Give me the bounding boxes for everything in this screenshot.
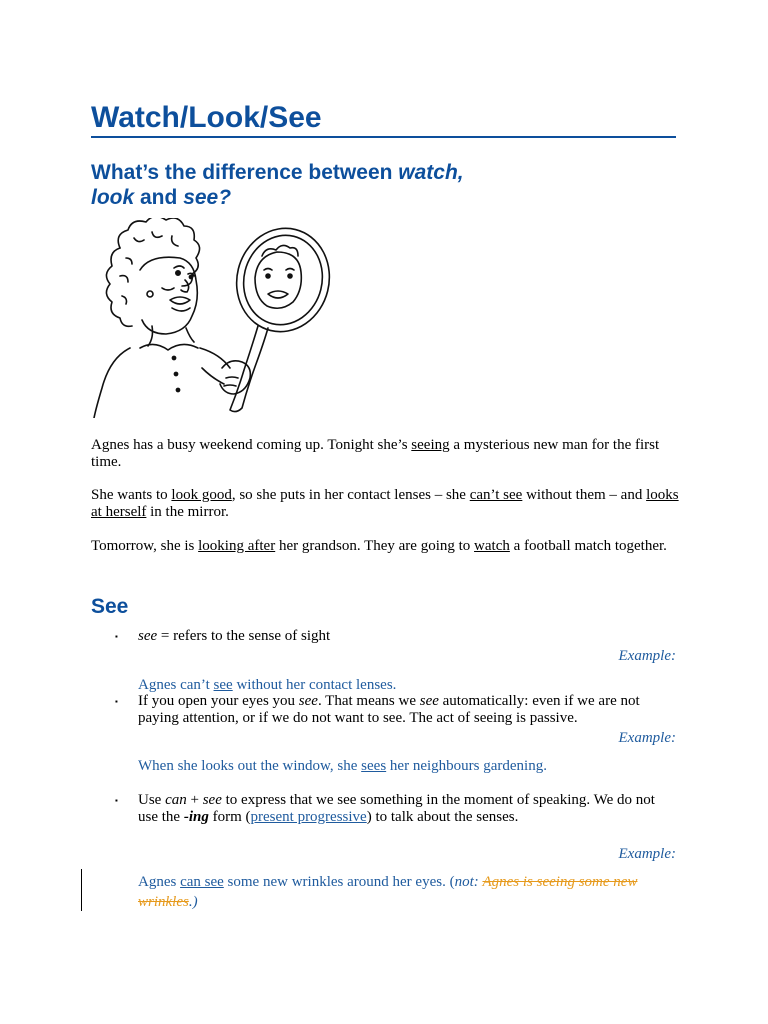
underlined-word: seeing (411, 437, 450, 453)
text: , so she puts in her contact lenses – she (231, 487, 470, 503)
italic-word: see (138, 628, 158, 644)
bullet-icon: ▪ (115, 632, 118, 641)
underlined-word: looking after (198, 538, 276, 554)
change-bar (81, 869, 82, 911)
italic-word: see (202, 792, 222, 808)
example-1 (138, 675, 678, 695)
text: Agnes has a busy weekend coming up. Tonight she’s (91, 437, 412, 453)
text: When she looks out the window, she (138, 758, 362, 774)
underlined-word: can’t see (469, 487, 523, 503)
subtitle-look: look (91, 186, 135, 209)
example-label-1: Example: (618, 648, 676, 664)
text: .) (188, 894, 198, 910)
subtitle-text: What’s the difference between (91, 161, 399, 184)
example-label-2: Example: (618, 730, 676, 746)
text: some new wrinkles around her eyes. ( (223, 874, 455, 890)
text: without them – and (522, 487, 647, 503)
bullet-icon: ▪ (115, 697, 118, 706)
text: her neighbours gardening. (386, 758, 547, 774)
underlined-word: see (213, 677, 233, 693)
italic-word: see (419, 693, 439, 709)
text: without her contact lenses. (232, 677, 397, 693)
intro-paragraph-1 (91, 437, 681, 471)
not-label: not: (454, 874, 479, 890)
italic-word: -ing (183, 809, 209, 825)
italic-word: can (165, 792, 187, 808)
subtitle-see: see? (183, 186, 232, 209)
bullet-3-text (138, 792, 678, 826)
example-3 (138, 872, 678, 912)
example-2 (138, 756, 678, 776)
text: ) to talk about the senses. (366, 809, 519, 825)
text: She wants to (91, 487, 172, 503)
text: + (186, 792, 203, 808)
intro-paragraph-2 (91, 487, 681, 521)
present-progressive-link[interactable]: present progressive (250, 809, 367, 825)
underlined-word: watch (474, 538, 510, 554)
underlined-word: look good (171, 487, 232, 503)
underlined-word: looks at herself (91, 487, 679, 520)
text: a football match together. (509, 538, 667, 554)
italic-word: see (298, 693, 318, 709)
underlined-word: can see (180, 874, 224, 890)
woman-mirror-illustration (90, 218, 340, 418)
subtitle-and: and (134, 186, 184, 209)
text: If you open your eyes you (138, 693, 299, 709)
text: to express that we see something in the moment of speaking. We do not use the (138, 792, 655, 825)
bullet-1-text (138, 628, 678, 645)
bullet-2-text (138, 693, 678, 727)
text: = refers to the sense of sight (157, 628, 331, 644)
text: automatically: even if we are not paying attention, or if we do not want to see. The act of seeing is passive. (138, 693, 640, 726)
struck-example: Agnes is seeing some new wrinkles (138, 874, 638, 910)
page-title: Watch/Look/See (91, 100, 676, 138)
text: Agnes (138, 874, 181, 890)
text: Tomorrow, she is (91, 538, 199, 554)
subtitle-watch: watch, (398, 161, 464, 184)
intro-paragraph-3 (91, 538, 681, 555)
underlined-word: sees (361, 758, 387, 774)
page-subtitle (91, 160, 571, 210)
text: a mysterious new man for the first time. (91, 437, 660, 470)
text: Agnes can’t (138, 677, 214, 693)
text: in the mirror. (146, 504, 229, 520)
text: her grandson. They are going to (275, 538, 475, 554)
bullet-icon: ▪ (115, 796, 118, 805)
text: . That means we (317, 693, 420, 709)
text: form ( (208, 809, 251, 825)
example-label-3: Example: (618, 846, 676, 862)
section-heading-see: See (91, 595, 129, 618)
text: Use (138, 792, 166, 808)
